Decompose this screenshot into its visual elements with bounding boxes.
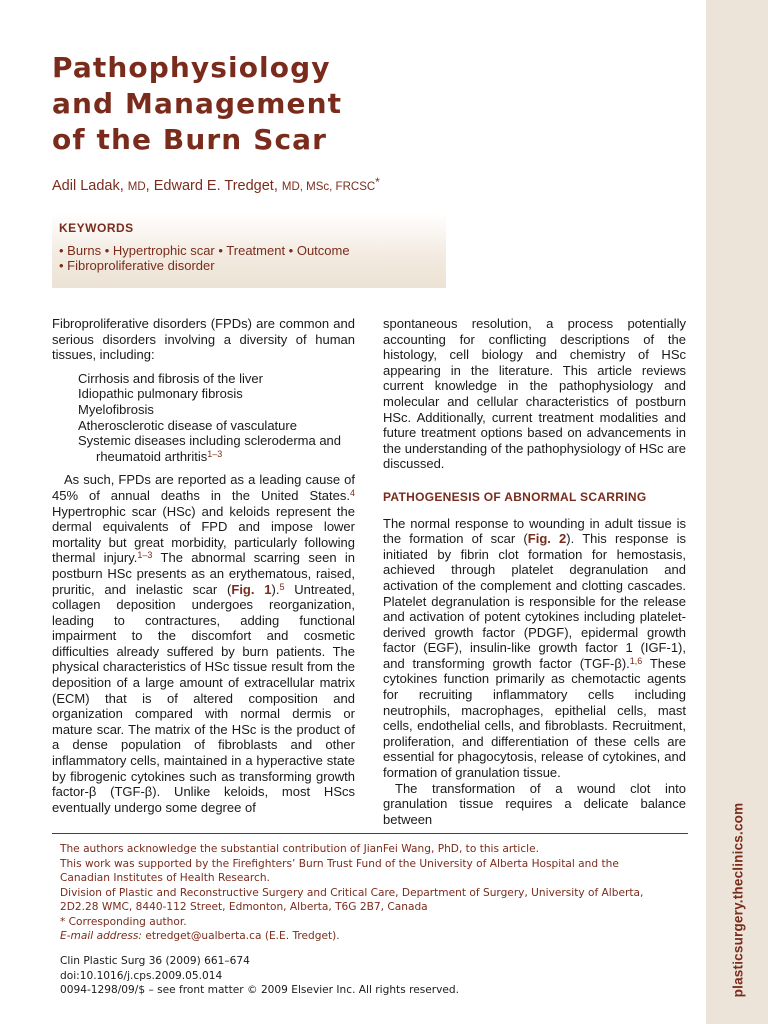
reference-superscript[interactable]: 1,6 (629, 655, 643, 666)
footnote-divider (52, 833, 688, 834)
email-address[interactable]: etredget@ualberta.ca (E.E. Tredget). (142, 930, 340, 942)
journal-url-vertical[interactable] (718, 802, 758, 998)
resolution-paragraph: spontaneous resolution, a process potentially accounting for conflicting descriptions of the histology, cell biology and chemistry of HSc appearing in the literature. This article reviews current knowledge in the pathophysiology and molecular and cellular characteristics of postburn HSc. Additionally, current treatment modalities and future treatment options based on advancements in the understanding of the pathophysiology of HSc are discussed. (383, 316, 686, 472)
footnotes (60, 842, 700, 944)
text-run: The abnormal scarring seen in postburn HSc presents as an erythematous, raised, pruritic, and inelastic scar ( (52, 550, 355, 597)
footnote-line: The authors acknowledge the substantial contribution of JianFei Wang, PhD, to this article. (60, 843, 539, 855)
footnote-line: * Corresponding author. (60, 915, 187, 928)
granulation-paragraph: The transformation of a wound clot into granulation tissue requires a delicate balance between (383, 780, 686, 827)
keywords-line-1: • Burns • Hypertrophic scar • Treatment • Outcome (59, 243, 350, 258)
figure-2-link[interactable]: Fig. 2 (527, 531, 567, 547)
citation-journal: Clin Plastic Surg 36 (2009) 661–674 (60, 955, 250, 967)
footnote-line: Canadian Institutes of Health Research. (60, 872, 270, 884)
keywords-heading: KEYWORDS (59, 221, 134, 235)
keywords-box (52, 213, 446, 288)
right-column (383, 316, 686, 827)
article-title (52, 50, 432, 158)
email-line (60, 929, 700, 944)
text-run: The normal response to wounding in adult tissue is the formation of scar ( (383, 515, 686, 547)
title-line-1: Pathophysiology (52, 51, 331, 84)
text-run: Hypertrophic scar (HSc) and keloids represent the dermal equivalents of FPD and impose lower mortality but great morbidity, particularly following thermal injury. (52, 503, 355, 566)
citation-copyright: 0094-1298/09/$ – see front matter © 2009 Elsevier Inc. All rights reserved. (60, 984, 459, 996)
author-line: Adil Ladak, MD, Edward E. Tredget, MD, MSc, FRCSC* (52, 175, 380, 194)
author-separator: , (145, 178, 154, 194)
author-2-name: Edward E. Tredget (153, 178, 274, 194)
corresponding-star: * (375, 175, 380, 189)
sidebar-band (706, 0, 768, 1024)
list-item: Idiopathic pulmonary fibrosis (78, 386, 243, 402)
citation-doi[interactable]: doi:10.1016/j.cps.2009.05.014 (60, 969, 223, 982)
intro-paragraph: Fibroproliferative disorders (FPDs) are common and serious disorders involving a diversity of human tissues, including: (52, 316, 355, 363)
keywords-line-2: • Fibroproliferative disorder (59, 258, 215, 273)
text-run: As such, FPDs are reported as a leading cause of 45% of annual deaths in the United States. (52, 472, 355, 503)
author-2-credentials: MD, MSc, FRCSC (281, 181, 376, 193)
footnote-line: Division of Plastic and Reconstructive Surgery and Critical Care, Department of Surgery, University of Alberta, (60, 886, 644, 899)
text-run: These cytokines function primarily as chemotactic agents for recruiting inflammatory cells including neutrophils, macrophages, epithelial cells, mast cells, endothelial cells, and fibroblasts. Recruitment, proliferation, and differentiation of these cells are essential for phagocytosis, release of cytokines, and formation of granulation tissue. (383, 655, 686, 781)
email-label: E-mail address: (60, 930, 143, 942)
footnote-line: This work was supported by the Firefighters’ Burn Trust Fund of the University of Alberta Hospital and the (60, 857, 619, 870)
normal-response-paragraph (383, 516, 686, 781)
journal-url-text[interactable]: plasticsurgery.theclinics.com (730, 802, 746, 998)
section-heading: PATHOGENESIS OF ABNORMAL SCARRING (383, 489, 647, 504)
reference-superscript[interactable]: 4 (349, 487, 355, 498)
footnote-line: 2D2.28 WMC, 8440-112 Street, Edmonton, Alberta, T6G 2B7, Canada (60, 901, 428, 913)
text-run: ). This response is initiated by fibrin clot formation for hemostasis, achieved through platelet degranulation and activation of the complement and clotting cascades. Platelet degranulation is responsible for the release and activation of potent cytokines including platelet-derived growth factor (PDGF), epidermal growth factor (EGF), insulin-like growth factor 1 (IGF-1), and transforming growth factor (TGF-β). (383, 531, 686, 671)
list-item-text: Systemic diseases including scleroderma and rheumatoid arthritis (78, 433, 342, 464)
burden-paragraph (52, 472, 355, 815)
author-1-credentials: MD (127, 181, 146, 193)
left-column (52, 316, 355, 815)
fpd-list (52, 371, 355, 465)
figure-1-link[interactable]: Fig. 1 (231, 581, 272, 597)
author-1-name: Adil Ladak (52, 178, 120, 194)
list-item: Atherosclerotic disease of vasculature (78, 417, 297, 433)
title-line-3: of the Burn Scar (52, 123, 328, 156)
text-run: ). (271, 581, 280, 597)
title-line-2: and Management (52, 87, 343, 120)
text-run: Untreated, collagen deposition undergoes reorganization, leading to contractures, adding functional impairment to the discomfort and cosmetic difficulties already suffered by burn patients. The physical characteristics of HSc tissue result from the deposition of a large amount of extracellular matrix (ECM) that is of altered composition and organization compared with normal dermis or mature scar. The matrix of the HSc is the product of a dense population of fibroblasts and other inflammatory cells, maintained in a hyperactive state by fibrogenic cytokines such as transforming growth factor-β (TGF-β). Unlike keloids, most HScs eventually undergo some degree of (52, 581, 355, 815)
list-item: Myelofibrosis (78, 401, 154, 417)
reference-superscript[interactable]: 1–3 (207, 448, 223, 459)
list-item: Cirrhosis and fibrosis of the liver (78, 370, 263, 386)
reference-superscript[interactable]: 5 (279, 581, 285, 592)
citation-block (60, 954, 459, 998)
reference-superscript[interactable]: 1–3 (137, 550, 153, 561)
list-item (52, 433, 355, 464)
